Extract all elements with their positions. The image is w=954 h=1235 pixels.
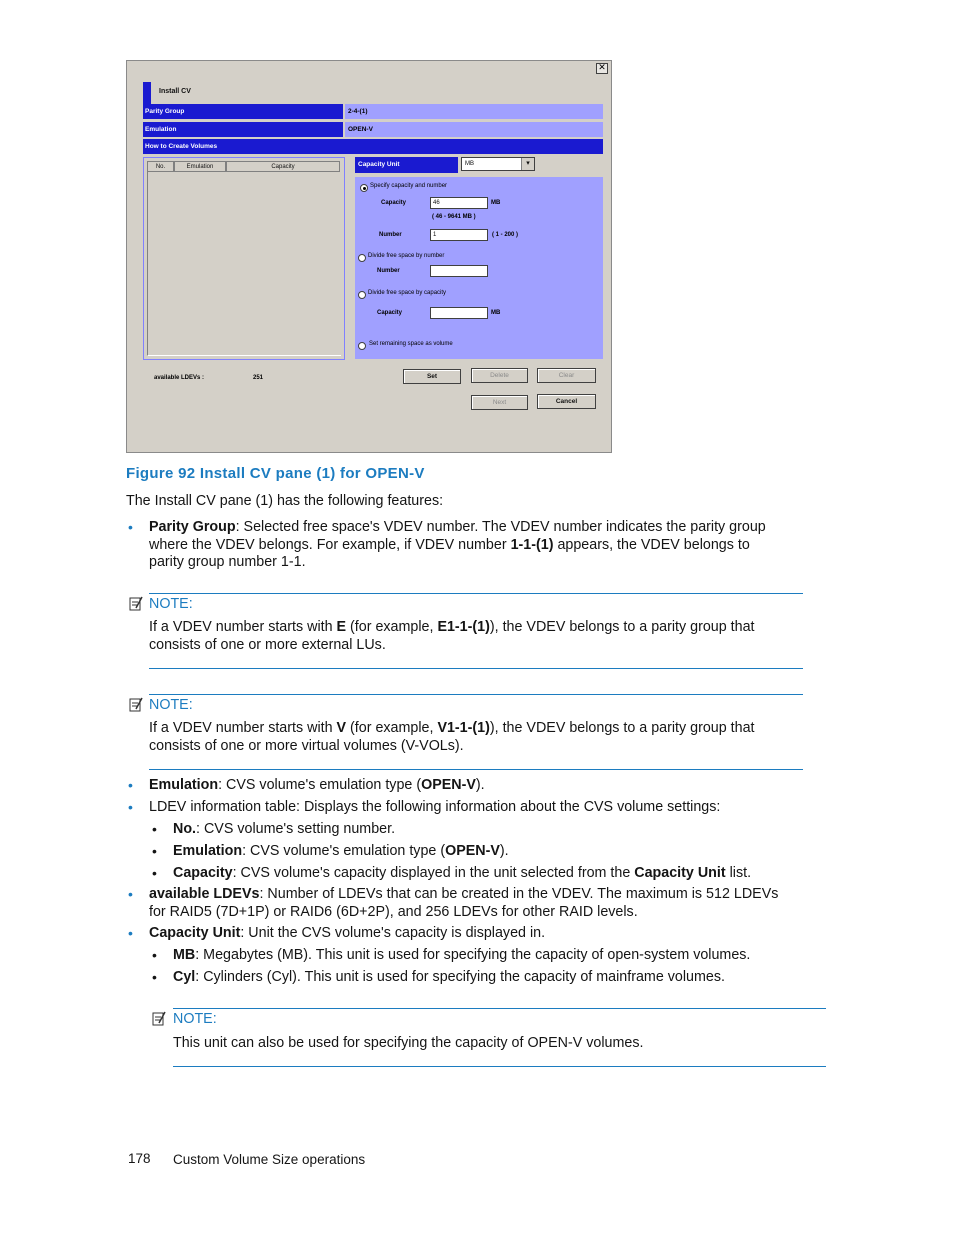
sub-cap-c: list. [725, 865, 752, 881]
parity-group-label: Parity Group [143, 104, 343, 119]
note1-head: NOTE: [149, 596, 193, 612]
clear-button[interactable]: Clear [537, 368, 596, 383]
capunit-text: : Unit the CVS volume's capacity is displayed in. [240, 925, 546, 941]
number-input-2[interactable] [430, 265, 488, 277]
title-marker [143, 82, 151, 104]
how-to-create-label: How to Create Volumes [143, 139, 603, 154]
note1-body [149, 619, 809, 654]
radio-divide-number[interactable] [358, 254, 366, 262]
sub-mb-term: MB [173, 947, 196, 963]
sub-emu-term: Emulation [173, 843, 243, 859]
sub-bullet-icon: • [152, 821, 157, 837]
note1-bottom-rule [149, 668, 803, 669]
sub-bullet-icon: • [152, 865, 157, 881]
emulation-c: ). [475, 777, 485, 793]
emulation-a: : CVS volume's emulation type ( [218, 777, 422, 793]
number-label: Number [379, 232, 402, 238]
emulation-term: Emulation [149, 777, 219, 793]
number-input[interactable]: 1 [430, 229, 488, 241]
bullet-icon: • [128, 799, 133, 815]
note1-a: If a VDEV number starts with [149, 619, 337, 635]
number-label-2: Number [377, 268, 400, 274]
radio-remaining[interactable] [358, 342, 366, 350]
note2-e: ), the VDEV belongs to a parity group that [489, 720, 755, 736]
radio-specify[interactable] [360, 184, 368, 192]
capacity-unit-label: Capacity Unit [355, 157, 458, 173]
sub-cap-a: : CVS volume's capacity displayed in the unit selected from the [232, 865, 635, 881]
note3-body: This unit can also be used for specifying the capacity of OPEN-V volumes. [173, 1035, 644, 1051]
note2-c: (for example, [346, 720, 438, 736]
capacity-input-2[interactable] [430, 307, 488, 319]
avail-term: available LDEVs [149, 886, 260, 902]
number-range: ( 1 - 200 ) [492, 232, 519, 238]
parity-example: 1-1-(1) [510, 536, 554, 553]
sub-emu-b: OPEN-V [445, 843, 500, 859]
emulation-label: Emulation [143, 122, 343, 137]
emulation-value: OPEN-V [345, 122, 603, 137]
parity-line2a: where the VDEV belongs. For example, if VDEV number [149, 536, 511, 553]
parity-term: Parity Group [149, 519, 236, 535]
sub-bullet-icon: • [152, 843, 157, 859]
sub-mb-text: : Megabytes (MB). This unit is used for specifying the capacity of open-system volumes. [195, 947, 751, 963]
col-no[interactable]: No. [147, 161, 174, 172]
col-capacity[interactable]: Capacity [226, 161, 340, 172]
note2-b: V [336, 720, 347, 736]
opt-divide-capacity-label: Divide free space by capacity [368, 290, 447, 296]
page-number: 178 [128, 1151, 151, 1166]
sub-no-text: : CVS volume's setting number. [196, 821, 396, 837]
capacity-label-2: Capacity [377, 310, 403, 316]
capunit-term: Capacity Unit [149, 925, 241, 941]
sub-cap-item [173, 865, 751, 883]
note1-e: ), the VDEV belongs to a parity group that [489, 619, 755, 635]
note2-d: V1-1-(1) [437, 720, 490, 736]
sub-cyl-text: : Cylinders (Cyl). This unit is used for specifying the capacity of mainframe volumes. [195, 969, 725, 985]
parity-group-value: 2-4-(1) [345, 104, 603, 119]
bullet-icon: • [128, 777, 133, 793]
opt-divide-number-label: Divide free space by number [368, 253, 445, 259]
sub-emu-c: ). [499, 843, 509, 859]
window-title: Install CV [159, 88, 191, 95]
parity-line1: : Selected free space's VDEV number. The VDEV number indicates the parity group [235, 519, 766, 535]
note2-body [149, 720, 809, 755]
bullet-icon: • [128, 886, 133, 902]
note2-line2: consists of one or more virtual volumes (V-VOLs). [149, 737, 464, 754]
sub-bullet-icon: • [152, 947, 157, 963]
capacity-range: ( 46 - 9641 MB ) [432, 214, 476, 220]
parity-line2c: appears, the VDEV belongs to [553, 536, 750, 553]
note-icon [129, 697, 143, 713]
sub-no-term: No. [173, 821, 197, 837]
note1-d: E1-1-(1) [437, 619, 490, 635]
parity-line3: parity group number 1-1. [149, 554, 306, 570]
install-cv-window [126, 60, 612, 453]
avail-line1: : Number of LDEVs that can be created in the VDEV. The maximum is 512 LDEVs [259, 886, 779, 902]
avail-item [149, 886, 809, 921]
opt-remaining-label: Set remaining space as volume [369, 341, 453, 347]
note3-head: NOTE: [173, 1011, 217, 1027]
available-ldevs-value: 251 [253, 375, 264, 381]
sub-mb-item [173, 947, 750, 965]
emulation-b: OPEN-V [421, 777, 476, 793]
footer-title: Custom Volume Size operations [173, 1152, 366, 1167]
note2-a: If a VDEV number starts with [149, 720, 337, 736]
options-panel [355, 177, 603, 359]
bullet-icon: • [128, 519, 133, 535]
note-icon [152, 1011, 166, 1027]
note3-top-rule [173, 1008, 826, 1009]
ldev-table-item: LDEV information table: Displays the following information about the CVS volume settings: [149, 799, 721, 815]
sub-emu-a: : CVS volume's emulation type ( [242, 843, 446, 859]
capacity-unit-mb: MB [491, 200, 501, 206]
radio-divide-capacity[interactable] [358, 291, 366, 299]
sub-no-item [173, 821, 395, 839]
close-icon[interactable]: ✕ [596, 63, 608, 74]
opt-specify-label: Specify capacity and number [370, 183, 448, 189]
avail-line2: for RAID5 (7D+1P) or RAID6 (6D+2P), and 256 LDEVs for other RAID levels. [149, 903, 638, 920]
figure-caption: Figure 92 Install CV pane (1) for OPEN-V [126, 465, 425, 482]
capacity-unit-mb-2: MB [491, 310, 501, 316]
note1-c: (for example, [346, 619, 438, 635]
dropdown-arrow-icon[interactable]: ▾ [521, 158, 534, 170]
ldev-table[interactable] [143, 157, 345, 360]
delete-button[interactable]: Delete [471, 368, 528, 383]
available-ldevs-label: available LDEVs : [154, 375, 205, 381]
sub-emu-item [173, 843, 509, 861]
cancel-button[interactable]: Cancel [537, 394, 596, 409]
capunit-item [149, 925, 545, 943]
sub-bullet-icon: • [152, 969, 157, 985]
bullet-icon: • [128, 925, 133, 941]
capacity-label: Capacity [381, 200, 407, 206]
sub-cap-b: Capacity Unit [634, 865, 726, 881]
note2-head: NOTE: [149, 697, 193, 713]
note1-line2: consists of one or more external LUs. [149, 636, 386, 653]
note-icon [129, 596, 143, 612]
note1-top-rule [149, 593, 803, 594]
next-button[interactable]: Next [471, 395, 528, 410]
set-button[interactable]: Set [403, 369, 461, 384]
note2-top-rule [149, 694, 803, 695]
parity-group-item [149, 519, 809, 572]
note3-bottom-rule [173, 1066, 826, 1067]
note2-bottom-rule [149, 769, 803, 770]
table-body [147, 172, 341, 356]
note1-b: E [336, 619, 347, 635]
col-emulation[interactable]: Emulation [174, 161, 226, 172]
sub-cyl-term: Cyl [173, 969, 196, 985]
sub-cap-term: Capacity [173, 865, 233, 881]
sub-cyl-item [173, 969, 725, 987]
capacity-input[interactable]: 46 [430, 197, 488, 209]
intro-text: The Install CV pane (1) has the following features: [126, 493, 444, 509]
emulation-item [149, 777, 485, 795]
capacity-unit-value: MB [465, 161, 474, 167]
capacity-unit-select[interactable] [461, 157, 535, 171]
